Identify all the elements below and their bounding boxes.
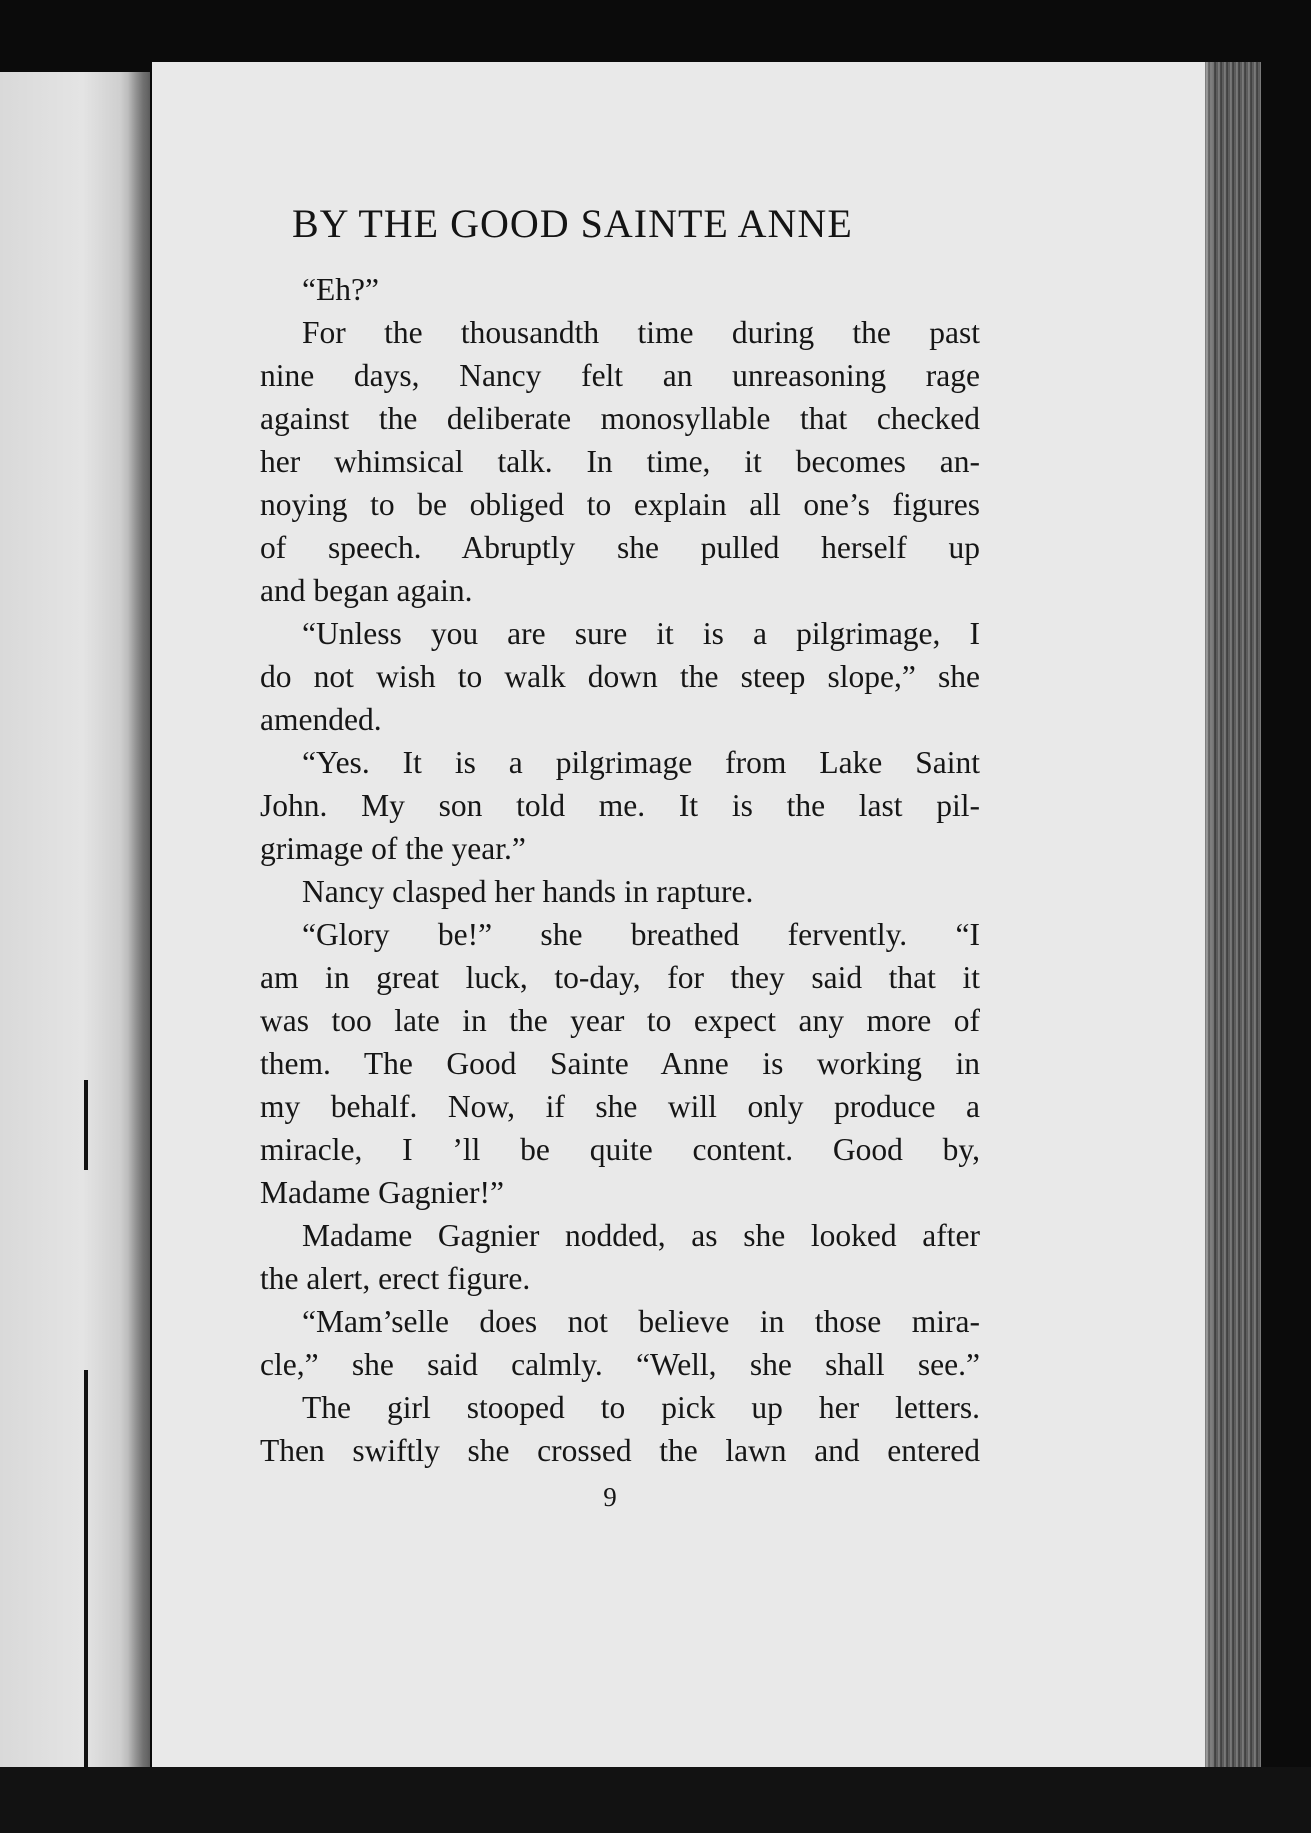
text-line: Nancy clasped her hands in rapture. [302, 874, 754, 909]
margin-mark [84, 1370, 88, 1770]
text-line: noying to be obliged to explain all one’s figures [260, 487, 980, 522]
body-text [260, 268, 980, 1472]
text-line: “Mam’selle does not believe in those mira- [302, 1304, 980, 1339]
text-line: Then swiftly she crossed the lawn and entered [260, 1433, 980, 1468]
text-line: miracle, I ’ll be quite content. Good by, [260, 1132, 980, 1167]
text-line: nine days, Nancy felt an unreasoning rage [260, 358, 980, 393]
text-line: For the thousandth time during the past [302, 315, 980, 350]
text-line: “Unless you are sure it is a pilgrimage, I [302, 616, 980, 651]
text-line: amended. [260, 702, 382, 737]
text-line: “Glory be!” she breathed fervently. “I [302, 917, 980, 952]
text-line: John. My son told me. It is the last pil- [260, 788, 980, 823]
page-number: 9 [603, 1482, 617, 1512]
text-line: them. The Good Sainte Anne is working in [260, 1046, 980, 1081]
text-line: was too late in the year to expect any more of [260, 1003, 980, 1038]
text-line: do not wish to walk down the steep slope,” she [260, 659, 980, 694]
scan-bottom-border [0, 1767, 1311, 1833]
running-head: BY THE GOOD SAINTE ANNE [292, 201, 853, 246]
text-line: grimage of the year.” [260, 831, 526, 866]
text-line: and began again. [260, 573, 473, 608]
text-line: cle,” she said calmly. “Well, she shall see.” [260, 1347, 980, 1382]
text-line: am in great luck, to-day, for they said that it [260, 960, 980, 995]
text-line: of speech. Abruptly she pulled herself up [260, 530, 980, 565]
text-line: against the deliberate monosyllable that checked [260, 401, 980, 436]
text-line: Madame Gagnier!” [260, 1175, 505, 1210]
text-line: The girl stooped to pick up her letters. [302, 1390, 980, 1425]
text-line: “Yes. It is a pilgrimage from Lake Saint [302, 745, 980, 780]
text-line: Madame Gagnier nodded, as she looked after [302, 1218, 980, 1253]
text-line: my behalf. Now, if she will only produce a [260, 1089, 980, 1124]
margin-mark [84, 1080, 88, 1170]
text-line: her whimsical talk. In time, it becomes an- [260, 444, 980, 479]
book-fore-edge [1205, 62, 1261, 1782]
text-line: the alert, erect figure. [260, 1261, 531, 1296]
text-line: “Eh?” [302, 272, 379, 307]
